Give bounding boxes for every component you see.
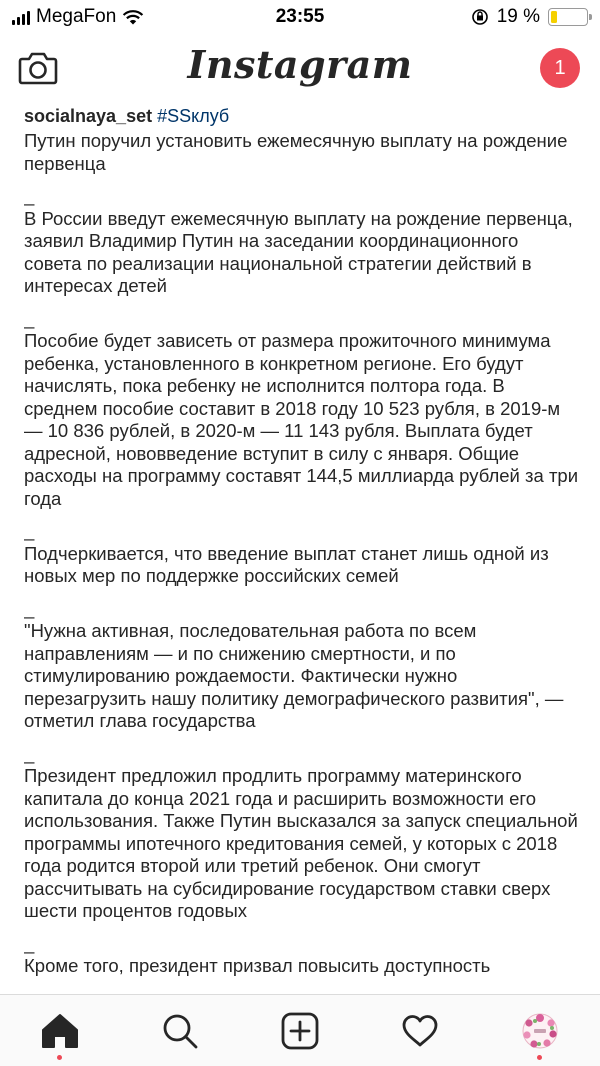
caption-separator: _ — [24, 520, 35, 541]
profile-notification-dot — [537, 1055, 542, 1060]
caption-paragraph: Президент предложил продлить программу материнского капитала до конца 2021 года и расширить возможности его использования. Также Путин высказался за запуск специальной программы ипотечного кредитования семей, у которых с 2018 года родится второй или третий ребенок. Они смогут рассчитывать на субсидирование государством ставки сверх шести процентов годовых — [24, 765, 578, 921]
clock: 23:55 — [275, 6, 325, 27]
caption-paragraph: Путин поручил установить ежемесячную выплату на рождение первенца — [24, 130, 568, 174]
bottom-tab-bar — [0, 994, 600, 1066]
tab-new-post[interactable] — [280, 1011, 320, 1051]
caption-separator: _ — [24, 597, 35, 619]
tab-activity[interactable] — [400, 1011, 440, 1051]
caption-header — [24, 104, 580, 128]
caption-paragraph: Кроме того, президент призвал повысить доступность — [24, 955, 491, 976]
search-icon — [162, 1013, 198, 1049]
caption-paragraph: В России введут ежемесячную выплату на рождение первенца, заявил Владимир Путин на заседании координационного совета по реализации национальной стратегии действий в интересах детей — [24, 207, 573, 296]
battery-icon — [548, 8, 588, 26]
status-right — [471, 6, 588, 28]
caption-separator: _ — [24, 185, 35, 206]
notifications-badge[interactable]: 1 — [540, 48, 580, 88]
status-bar — [0, 0, 600, 36]
home-active-dot — [57, 1055, 62, 1060]
avatar-icon — [522, 1013, 558, 1049]
caption-paragraph: "Нужна активная, последовательная работа по всем направлениям — и по снижению смертности, и по стимулированию рождаемости. Фактически нужно перезагрузить нашу политику демографического развития", — отметил глава государства — [24, 620, 564, 731]
orientation-lock-icon — [471, 8, 489, 26]
username-link[interactable]: socialnaya_set — [24, 106, 153, 126]
tab-home[interactable] — [40, 1011, 80, 1051]
caption-separator: _ — [24, 742, 35, 764]
add-post-icon — [281, 1012, 319, 1050]
tab-search[interactable] — [160, 1011, 200, 1051]
post-caption — [24, 104, 580, 994]
hashtag-link[interactable]: #SSклуб — [157, 106, 230, 126]
caption-separator: _ — [24, 932, 35, 954]
heart-icon — [401, 1014, 439, 1048]
caption-paragraph: Пособие будет зависеть от размера прожиточного минимума ребенка, установленного в конкретном регионе. Его будут начислять, пока ребенку не исполнится полтора года. В среднем пособие составит в 2018 году 10 523 рубля, в 2019-м — 10 836 рублей, в 2020-м — 11 143 рубля. Выплата будет адресной, нововведение вступит в силу с января. Общие расходы на программу составят 144,5 миллиарда рублей за три года — [24, 330, 579, 509]
top-nav-bar — [0, 36, 600, 100]
battery-percent: 19 % — [496, 6, 540, 27]
battery-fill — [551, 11, 557, 23]
carrier-name: MegaFon — [36, 6, 117, 27]
home-icon — [41, 1013, 79, 1049]
instagram-logo[interactable]: Instagram — [187, 42, 413, 87]
tab-profile[interactable] — [520, 1011, 560, 1051]
caption-paragraph: Подчеркивается, что введение выплат станет лишь одной из новых мер по поддержке российских семей — [24, 542, 549, 586]
caption-separator: _ — [24, 307, 35, 329]
